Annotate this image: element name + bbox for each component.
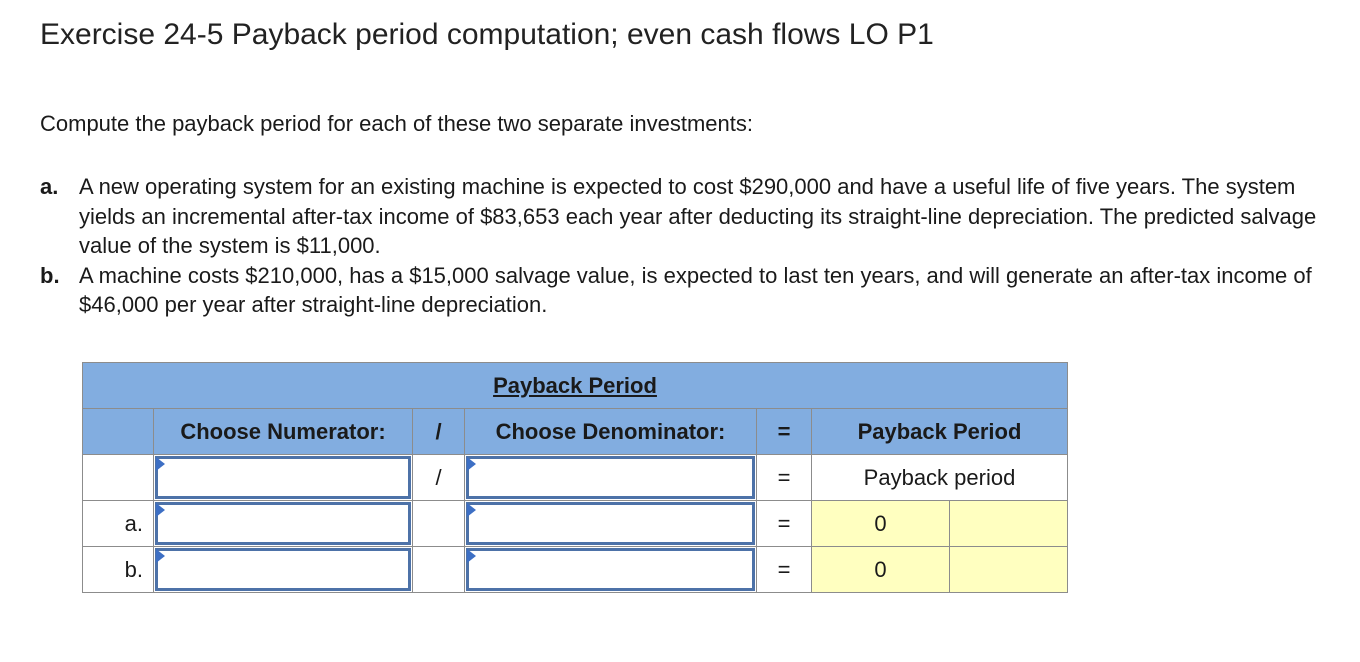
input-indicator-icon: [467, 503, 476, 517]
denominator-dropdown-formula[interactable]: [465, 455, 757, 501]
numerator-input-a[interactable]: [154, 501, 413, 547]
input-field[interactable]: [466, 502, 755, 545]
formula-slash: /: [413, 455, 465, 501]
input-field[interactable]: [155, 502, 411, 545]
row-label: b.: [83, 547, 154, 593]
formula-row: [83, 455, 1068, 501]
formula-label: [83, 455, 154, 501]
table-title-row: [83, 363, 1068, 409]
input-indicator-icon: [467, 549, 476, 563]
unit-cell-a: [950, 501, 1068, 547]
input-field[interactable]: [155, 548, 411, 591]
payback-result-a: 0: [812, 501, 950, 547]
exercise-title: Exercise 24-5 Payback period computation; even cash flows LO P1: [40, 18, 934, 51]
dropdown-indicator-icon: [156, 457, 165, 471]
exercise-intro: Compute the payback period for each of these two separate investments:: [40, 111, 753, 136]
input-indicator-icon: [156, 549, 165, 563]
denominator-input-a[interactable]: [465, 501, 757, 547]
denominator-input-b[interactable]: [465, 547, 757, 593]
row-label: a.: [83, 501, 154, 547]
equals-cell: =: [757, 547, 812, 593]
header-result: Payback Period: [812, 409, 1068, 455]
header-blank: [83, 409, 154, 455]
investment-item-a: [40, 172, 1320, 261]
item-text: A machine costs $210,000, has a $15,000 salvage value, is expected to last ten years, and will generate an after-tax income of $46,000 per year after straight-line depreciation.: [79, 262, 1312, 317]
table-row: [83, 547, 1068, 593]
unit-cell-b: [950, 547, 1068, 593]
input-field[interactable]: [466, 548, 755, 591]
input-indicator-icon: [156, 503, 165, 517]
formula-result: Payback period: [812, 455, 1068, 501]
table-title: Payback Period: [83, 363, 1068, 409]
payback-table: [82, 362, 1068, 593]
formula-equals: =: [757, 455, 812, 501]
payback-result-b: 0: [812, 547, 950, 593]
table-header-row: [83, 409, 1068, 455]
dropdown-field[interactable]: [155, 456, 411, 499]
table-row: [83, 501, 1068, 547]
header-slash: /: [413, 409, 465, 455]
slash-cell: [413, 547, 465, 593]
item-text: A new operating system for an existing machine is expected to cost $290,000 and have a useful life of five years. The system yields an incremental after-tax income of $83,653 each year after deducting its straight-line depreciation. The predicted salvage value of the system is $11,000.: [79, 174, 1317, 258]
investment-list: [40, 172, 1320, 320]
equals-cell: =: [757, 501, 812, 547]
header-numerator: Choose Numerator:: [154, 409, 413, 455]
item-marker: b.: [40, 262, 60, 288]
numerator-dropdown-formula[interactable]: [154, 455, 413, 501]
slash-cell: [413, 501, 465, 547]
investment-item-b: [40, 261, 1320, 320]
dropdown-indicator-icon: [467, 457, 476, 471]
dropdown-field[interactable]: [466, 456, 755, 499]
header-equals: =: [757, 409, 812, 455]
numerator-input-b[interactable]: [154, 547, 413, 593]
item-marker: a.: [40, 174, 59, 199]
header-denominator: Choose Denominator:: [465, 409, 757, 455]
